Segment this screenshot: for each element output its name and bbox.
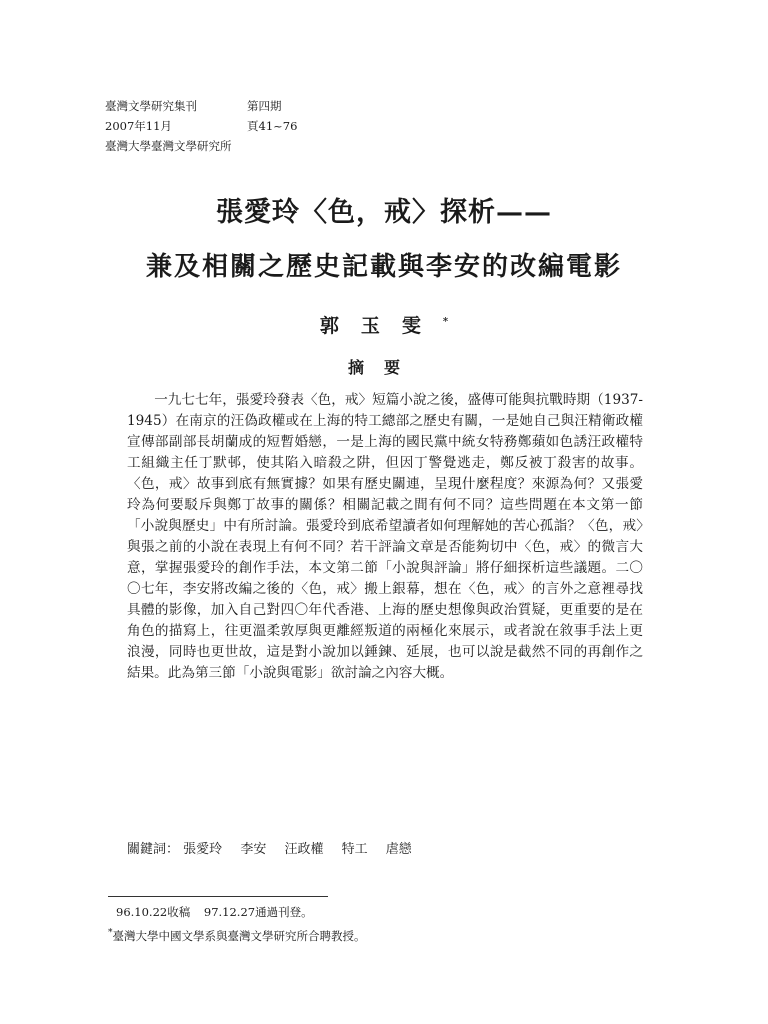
author [0,311,768,338]
author-footnote-mark: * [442,316,449,328]
issue-number: 第四期 [247,99,282,113]
journal-name: 臺灣文學研究集刊 [105,99,197,113]
paper-title-line2: 兼及相關之歷史記載與李安的改編電影 [145,252,622,282]
footnote-divider [108,896,328,897]
paper-title-line1: 張愛玲〈色，戒〉探析—— [216,197,552,228]
author-affiliation-footnote [108,928,366,944]
keywords-label: 關鍵詞： [127,842,180,857]
author-name: 郭玉雯 [319,315,443,337]
abstract-heading: 摘要 [347,358,420,377]
keyword: 李安 [240,842,267,857]
keyword: 張愛玲 [183,842,223,857]
affiliation-mark: * [108,928,113,939]
page-range: 頁41~76 [247,119,298,133]
submission-dates [116,904,323,920]
keyword: 特工 [341,842,368,857]
keywords [127,838,426,857]
journal-header [105,96,297,156]
author-affiliation: 臺灣大學中國文學系與臺灣文學研究所合聘教授。 [112,929,366,943]
institute-name: 臺灣大學臺灣文學研究所 [105,139,232,153]
accepted-date: 97.12.27通過刊登。 [203,905,313,919]
received-date: 96.10.22收稿 [116,905,191,919]
publication-date: 2007年11月 [105,119,172,133]
keyword: 汪政權 [284,842,324,857]
abstract-body: 一九七七年，張愛玲發表〈色，戒〉短篇小說之後，盛傳可能與抗戰時期（1937-1945）在南京的汪偽政權或在上海的特工總部之歷史有關，一是她自己與汪精衛政權宣傳部副部長胡蘭成的短暫婚戀，一是上海的國民黨中統女特務鄭蘋如色誘汪政權特工組織主任丁默邨，使其陷入暗殺之阱，但因丁警覺逃走，鄭反被丁殺害的故事。〈色，戒〉故事到底有無實據？如果有歷史關連，呈現什麼程度？來源為何？又張愛玲為何要駁斥與鄭丁故事的關係？相關記載之間有何不同？這些問題在本文第一節「小說與歷史」中有所討論。張愛玲到底希望讀者如何理解她的苦心孤詣？〈色，戒〉與張之前的小說在表現上有何不同？若干評論文章是否能夠切中〈色，戒〉的微言大意，掌握張愛玲的創作手法，本文第二節「小說與評論」將仔細探析這些議題。二〇〇七年，李安將改編之後的〈色，戒〉搬上銀幕，想在〈色，戒〉的言外之意裡尋找具體的影像，加入自己對四〇年代香港、上海的歷史想像與政治質疑，更重要的是在角色的描寫上，往更溫柔敦厚與更離經叛道的兩極化來展示，或者說在敘事手法上更浪漫，同時也更世故，這是對小說加以錘鍊、延展，也可以說是截然不同的再創作之結果。此為第三節「小說與電影」欲討論之內容大概。 [127,392,643,681]
keyword: 虐戀 [385,842,412,857]
